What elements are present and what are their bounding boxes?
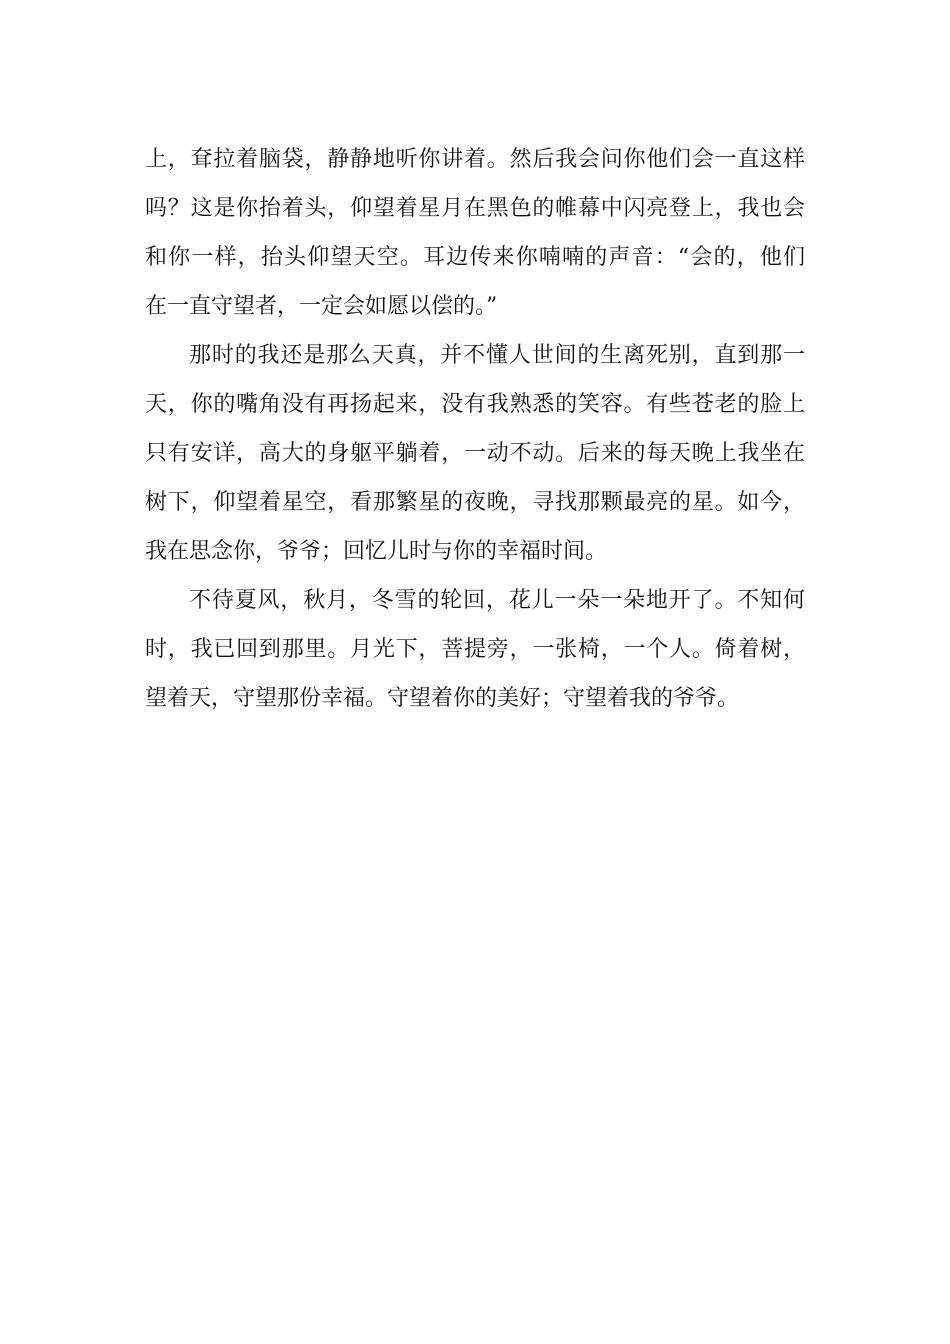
document-body bbox=[145, 135, 805, 723]
text-line: 时，我已回到那里。月光下，菩提旁，一张椅，一个人。倚着树， bbox=[145, 637, 805, 662]
text-line: 只有安详，高大的身躯平躺着，一动不动。后来的每天晚上我坐在 bbox=[145, 441, 805, 466]
paragraph-1 bbox=[145, 135, 805, 331]
text-line: 不待夏风，秋月，冬雪的轮回，花儿一朵一朵地开了。不知何 bbox=[189, 588, 805, 613]
text-line: 那时的我还是那么天真，并不懂人世间的生离死别，直到那一 bbox=[189, 343, 805, 368]
text-line: 吗？这是你抬着头，仰望着星月在黑色的帷幕中闪亮登上，我也会 bbox=[145, 196, 805, 221]
paragraph-3 bbox=[145, 576, 805, 723]
text-line: 上，耷拉着脑袋，静静地听你讲着。然后我会问你他们会一直这样 bbox=[145, 147, 805, 172]
text-line: 树下，仰望着星空，看那繁星的夜晚，寻找那颗最亮的星。如今， bbox=[145, 490, 805, 515]
text-line: 我在思念你，爷爷；回忆儿时与你的幸福时间。 bbox=[145, 539, 608, 564]
paragraph-2 bbox=[145, 331, 805, 576]
text-line: 望着天，守望那份幸福。守望着你的美好；守望着我的爷爷。 bbox=[145, 686, 740, 711]
text-line: 和你一样，抬头仰望天空。耳边传来你喃喃的声音：“会的，他们 bbox=[145, 245, 805, 270]
text-line: 天，你的嘴角没有再扬起来，没有我熟悉的笑容。有些苍老的脸上 bbox=[145, 392, 805, 417]
text-line: 在一直守望者，一定会如愿以偿的。” bbox=[145, 294, 498, 319]
